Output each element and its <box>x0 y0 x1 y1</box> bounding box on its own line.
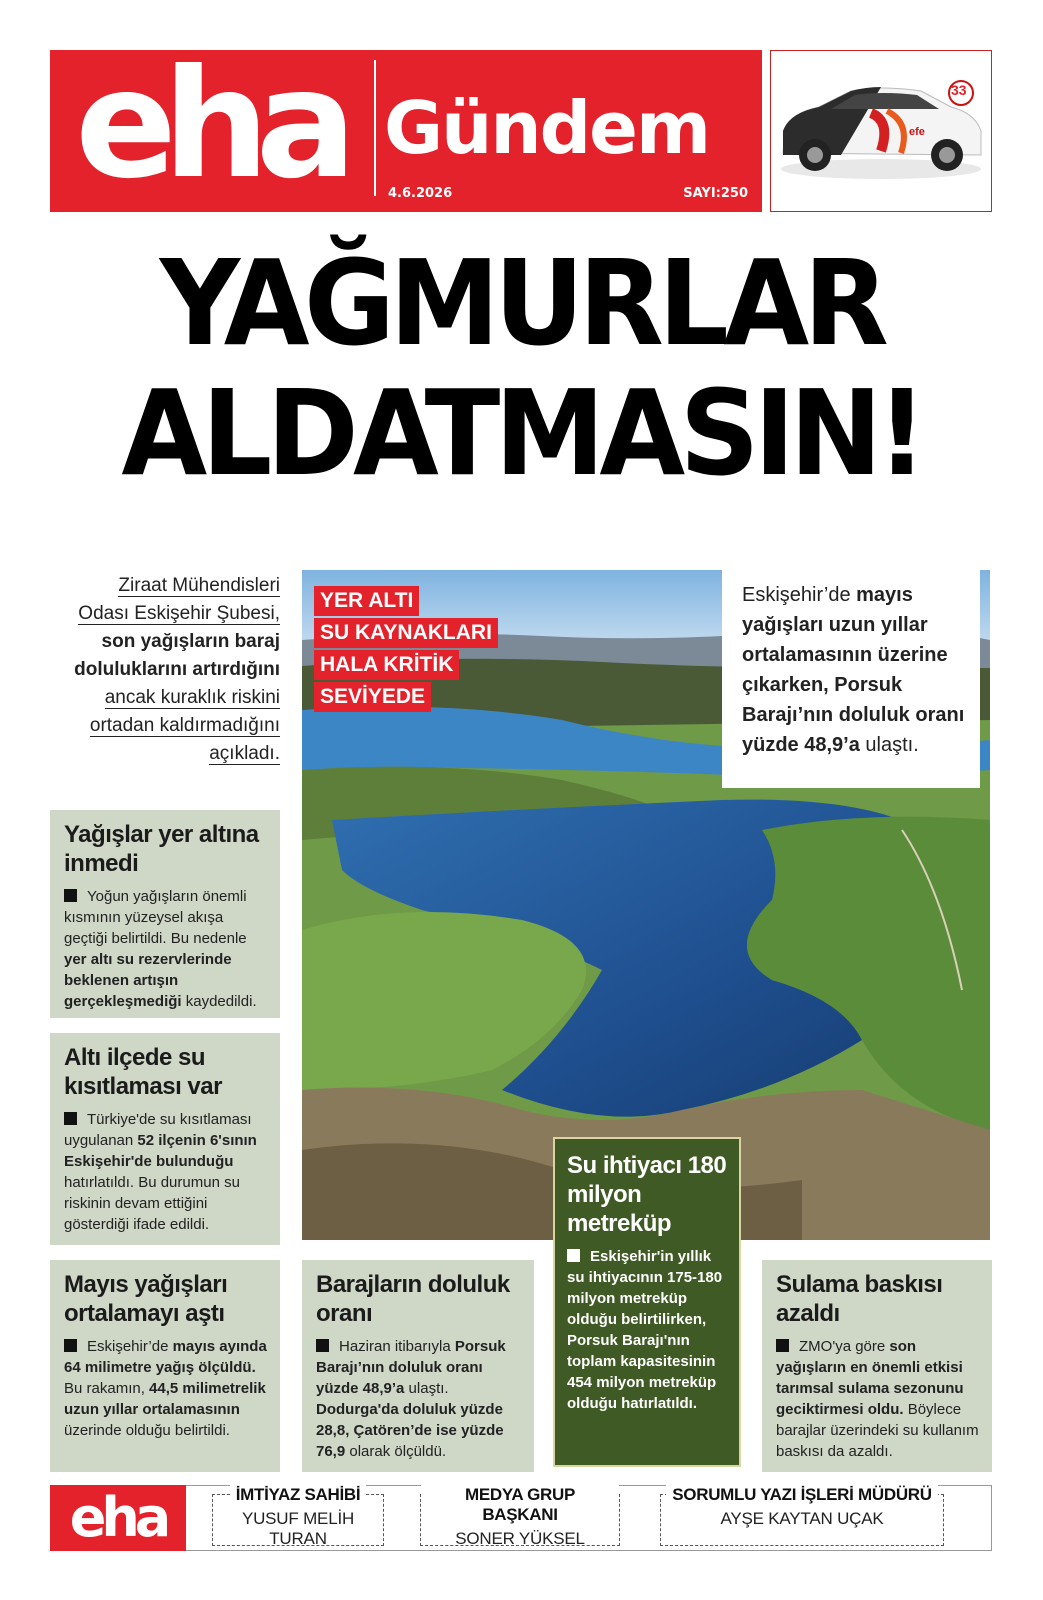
box-body: Haziran itibarıyla Porsuk Barajı’nın doluluk oranı yüzde 48,9’a ulaştı. Dodurga'da doluluk yüzde 28,8, Çatören’de ise yüzde 76,9 olarak ölçüldü. <box>316 1338 506 1460</box>
box-body: Eskişehir’de mayıs ayında 64 milimetre yağış ölçüldü. Bu rakamın, 44,5 milimetrelik uzun yıllar ortalamasının üzerinde olduğu belirtildi. <box>64 1338 267 1439</box>
box-title: Yağışlar yer altına inmedi <box>64 821 259 877</box>
box-body: Yoğun yağışların önemli kısmının yüzeysel akışa geçtiği belirtildi. Bu nedenle yer altı su rezervlerinde beklenen artışın gerçekleşmediği kaydedildi. <box>64 888 257 1010</box>
headline-line-2: ALDATMASIN! <box>121 364 922 502</box>
box-body: Türkiye'de su kısıtlaması uygulanan 52 ilçenin 6'sının Eskişehir'de bulunduğu hatırlatıldı. Bu durumun su riskinin devam ettiğini gösterdiği ifade edildi. <box>64 1111 257 1233</box>
box-sulama <box>762 1260 992 1472</box>
bullet-square-icon <box>567 1249 580 1262</box>
box-su-ihtiyaci <box>553 1137 741 1467</box>
ad-badge: 33 <box>951 82 967 98</box>
issue-date: 4.6.2026 <box>388 186 453 201</box>
credit-title: MEDYA GRUP BAŞKANI <box>421 1485 619 1525</box>
box-title: Sulama baskısı azaldı <box>776 1271 943 1327</box>
masthead-divider <box>374 60 376 196</box>
box-baraj-doluluk <box>302 1260 534 1472</box>
credit-title: SORUMLU YAZI İŞLERİ MÜDÜRÜ <box>666 1485 938 1505</box>
box-body: ZMO'ya göre son yağışların en önemli etkisi tarımsal sulama sezonunu geciktirmesi oldu. Böylece barajlar üzerindeki su kullanım baskısı da azaldı. <box>776 1338 979 1460</box>
section-title: Gündem <box>384 86 710 170</box>
box-title: Altı ilçede su kısıtlaması var <box>64 1044 222 1100</box>
box-title: Mayıs yağışları ortalamayı aştı <box>64 1271 228 1327</box>
box-body: Eskişehir'in yıllık su ihtiyacının 175-180 milyon metreküp olduğu belirtilirken, Porsuk Barajı'nın toplam kapasitesinin 454 milyon metreküp olduğu hatırlatıldı. <box>567 1248 723 1412</box>
credit-name: YUSUF MELİH TURAN <box>241 1509 355 1548</box>
credit-title: İMTİYAZ SAHİBİ <box>230 1485 367 1505</box>
car-illustration <box>771 51 991 211</box>
ad-brand: efe <box>909 126 925 138</box>
intro-text: Ziraat Mühendisleri Odası Eskişehir Şubesi, son yağışların baraj doluluklarını artırdığını ancak kuraklık riskini ortadan kaldırmadığını açıkladı. <box>74 575 280 764</box>
eha-logo[interactable]: eha <box>75 38 343 212</box>
box-mayis-yagislari <box>50 1260 280 1472</box>
footer-eha-logo[interactable]: eha <box>50 1485 186 1551</box>
photo-tag: YER ALTI SU KAYNAKLARI HALA KRİTİK SEVİYEDE <box>314 586 498 714</box>
photo-callout: Eskişehir’de mayıs yağışları uzun yıllar ortalamasının üzerine çıkarken, Porsuk Barajı’nın doluluk oranı yüzde 48,9’a ulaştı. <box>722 570 980 788</box>
bullet-square-icon <box>64 1339 77 1352</box>
credit-medya <box>420 1485 620 1548</box>
box-su-kisitlamasi <box>50 1033 280 1245</box>
credit-name: SONER YÜKSEL <box>455 1529 585 1548</box>
bullet-square-icon <box>316 1339 329 1352</box>
masthead <box>50 38 762 212</box>
box-yer-alti <box>50 810 280 1018</box>
headline-line-1: YAĞMURLAR <box>159 234 884 372</box>
car-ad[interactable] <box>770 50 992 212</box>
credit-name: AYŞE KAYTAN UÇAK <box>720 1509 884 1528</box>
box-title: Su ihtiyacı 180 milyon metreküp <box>567 1152 727 1237</box>
box-title: Barajların doluluk oranı <box>316 1271 510 1327</box>
bullet-square-icon <box>64 1112 77 1125</box>
credit-sorumlu <box>660 1485 944 1546</box>
bullet-square-icon <box>776 1339 789 1352</box>
issue-number: SAYI:250 <box>683 186 748 201</box>
bullet-square-icon <box>64 889 77 902</box>
headline <box>69 234 974 502</box>
credit-imtiyaz <box>212 1485 384 1548</box>
